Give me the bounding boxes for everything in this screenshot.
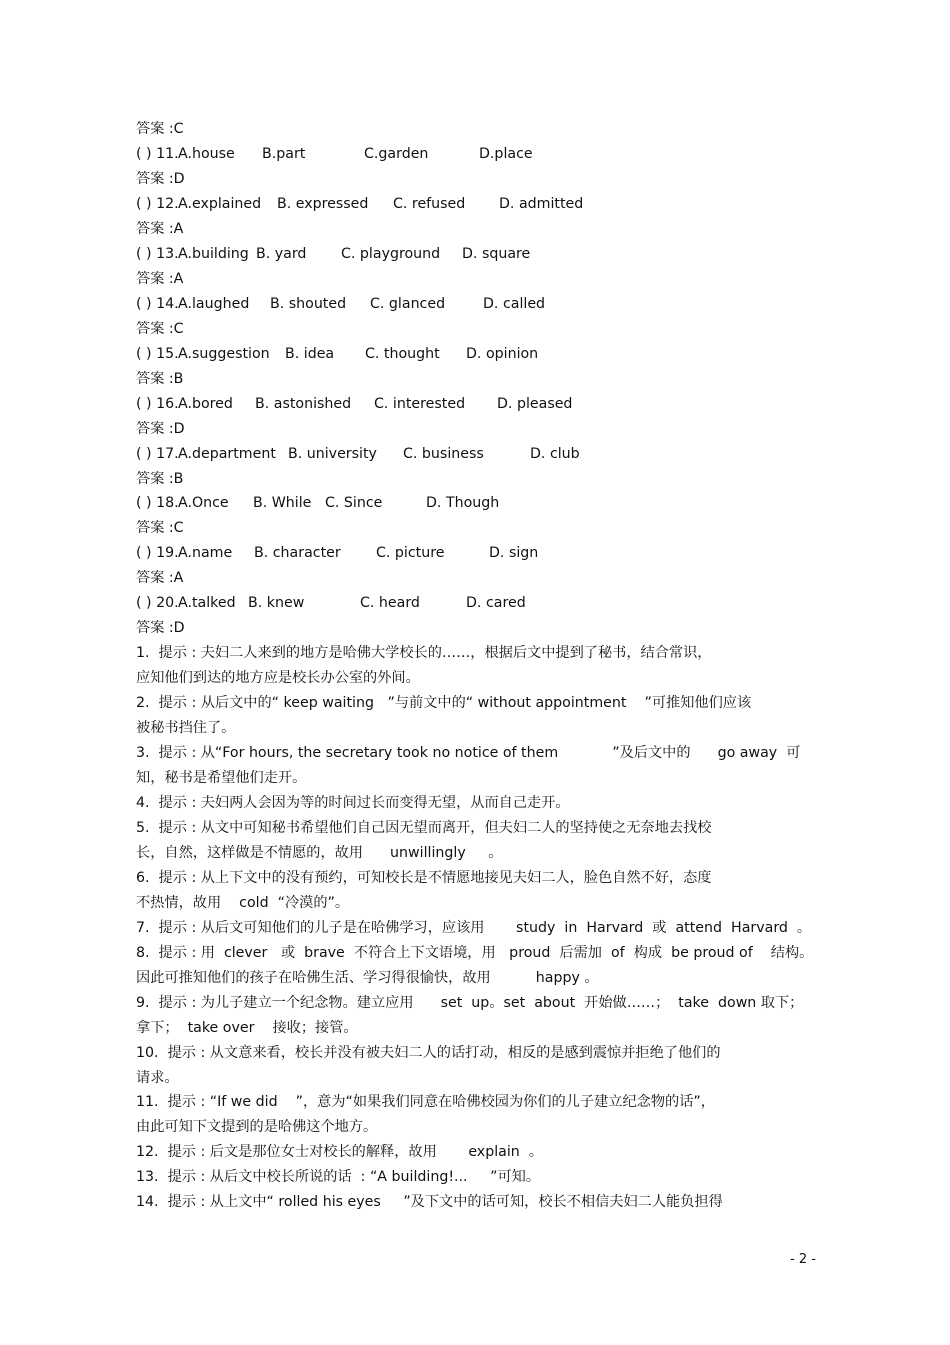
- answer-line: 答案 :C: [136, 321, 184, 337]
- answer-line: 答案 :A: [136, 570, 184, 586]
- question-14: [136, 294, 546, 314]
- option-a: A.suggestion: [178, 346, 270, 362]
- option-b: B. astonished: [255, 396, 352, 412]
- option-a: A.house: [178, 146, 235, 162]
- question-prefix: ( ) 17.: [136, 446, 179, 462]
- answer-line: 答案 :D: [136, 421, 185, 437]
- answer-line: 答案 :A: [136, 271, 184, 287]
- answer-line: 答案 :C: [136, 121, 184, 137]
- option-d: D. Though: [426, 495, 500, 511]
- option-c: C. glanced: [370, 296, 446, 312]
- option-b: B. university: [288, 446, 377, 462]
- answer-line: 答案 :D: [136, 620, 185, 636]
- question-20: [136, 593, 526, 613]
- option-b: B. knew: [248, 595, 305, 611]
- hint-line: 5. 提示 : 从文中可知秘书希望他们自己因无望而离开，但夫妇二人的坚持使之无奈地去找校: [136, 820, 712, 836]
- option-a: A.building: [178, 246, 249, 262]
- option-d: D. cared: [466, 595, 526, 611]
- option-c: C. interested: [374, 396, 466, 412]
- answer-line: 答案 :A: [136, 221, 184, 237]
- question-prefix: ( ) 13.: [136, 246, 179, 262]
- option-b: B. character: [254, 545, 341, 561]
- hint-line: 7. 提示 : 从后文可知他们的儿子是在哈佛学习，应该用 study in Harvard 或 attend Harvard 。: [136, 920, 812, 936]
- hint-line: 知，秘书是希望他们走开。: [136, 770, 307, 786]
- option-a: A.department: [178, 446, 276, 462]
- question-13: [136, 244, 531, 264]
- hint-line: 10. 提示 : 从文意来看，校长并没有被夫妇二人的话打动，相反的是感到震惊并拒绝了他们的: [136, 1045, 721, 1061]
- option-a: A.talked: [178, 595, 236, 611]
- option-d: D. admitted: [499, 196, 584, 212]
- hint-line: 11. 提示 : “If we did ”，意为“如果我们同意在哈佛校园为你们的儿子建立纪念物的话”，: [136, 1094, 715, 1110]
- question-prefix: ( ) 16.: [136, 396, 179, 412]
- answer-line: 答案 :D: [136, 171, 185, 187]
- hint-line: 被秘书挡住了。: [136, 720, 236, 736]
- question-prefix: ( ) 14.: [136, 296, 179, 312]
- question-19: [136, 543, 539, 563]
- option-c: C. Since: [325, 495, 383, 511]
- hint-line: 8. 提示 : 用 clever 或 brave 不符合上下文语境，用 proud 后需加 of 构成 be proud of 结构。: [136, 945, 814, 961]
- question-18: [136, 493, 500, 513]
- question-17: [136, 444, 580, 464]
- option-c: C.garden: [364, 146, 429, 162]
- option-c: C. playground: [341, 246, 441, 262]
- answer-line: 答案 :B: [136, 371, 184, 387]
- hint-line: 4. 提示 : 夫妇两人会因为等的时间过长而变得无望，从而自己走开。: [136, 795, 570, 811]
- option-d: D. sign: [489, 545, 539, 561]
- question-15: [136, 344, 539, 364]
- option-a: A.bored: [178, 396, 233, 412]
- option-c: C. refused: [393, 196, 466, 212]
- answer-line: 答案 :B: [136, 471, 184, 487]
- hint-line: 3. 提示 : 从“For hours, the secretary took no notice of them ”及后文中的 go away 可: [136, 745, 801, 761]
- option-d: D. square: [462, 246, 531, 262]
- option-b: B. While: [253, 495, 312, 511]
- question-prefix: ( ) 18.: [136, 495, 179, 511]
- option-a: A.name: [178, 545, 233, 561]
- hint-line: 因此可推知他们的孩子在哈佛生活、学习得很愉快，故用 happy 。: [136, 970, 599, 986]
- hint-line: 长，自然，这样做是不情愿的，故用 unwillingly 。: [136, 845, 503, 861]
- question-16: [136, 394, 573, 414]
- option-a: A.Once: [178, 495, 229, 511]
- option-c: C. thought: [365, 346, 440, 362]
- hint-line: 1. 提示 : 夫妇二人来到的地方是哈佛大学校长的……，根据后文中提到了秘书，结合常识，: [136, 645, 712, 661]
- question-prefix: ( ) 20.: [136, 595, 179, 611]
- option-d: D. club: [530, 446, 580, 462]
- question-prefix: ( ) 12.: [136, 196, 179, 212]
- option-a: A.laughed: [178, 296, 250, 312]
- option-c: C. heard: [360, 595, 420, 611]
- option-b: B. yard: [256, 246, 307, 262]
- answer-line: 答案 :C: [136, 520, 184, 536]
- hint-line: 由此可知下文提到的是哈佛这个地方。: [136, 1119, 378, 1135]
- hint-line: 拿下； take over 接收；接管。: [136, 1020, 358, 1036]
- page-number: - 2 -: [790, 1252, 816, 1267]
- option-d: D. opinion: [466, 346, 539, 362]
- option-d: D.place: [479, 146, 533, 162]
- option-a: A.explained: [178, 196, 262, 212]
- hint-line: 请求。: [136, 1070, 179, 1086]
- option-b: B. shouted: [270, 296, 347, 312]
- hint-line: 不热情，故用 cold “冷漠的”。: [136, 895, 350, 911]
- hint-line: 13. 提示 : 从后文中校长所说的话 : “A building!... ”可知。: [136, 1169, 541, 1185]
- hint-line: 9. 提示 : 为儿子建立一个纪念物。建立应用 set up。set about 开始做……； take down 取下；: [136, 995, 804, 1011]
- option-b: B. expressed: [277, 196, 369, 212]
- hint-line: 2. 提示 : 从后文中的“ keep waiting ”与前文中的“ without appointment ”可推知他们应该: [136, 695, 752, 711]
- option-b: B. idea: [285, 346, 335, 362]
- question-11: [136, 144, 533, 164]
- question-prefix: ( ) 15.: [136, 346, 179, 362]
- question-12: [136, 194, 584, 214]
- question-prefix: ( ) 19.: [136, 545, 179, 561]
- option-c: C. business: [403, 446, 484, 462]
- hint-line: 6. 提示 : 从上下文中的没有预约，可知校长是不情愿地接见夫妇二人，脸色自然不好，态度: [136, 870, 712, 886]
- hint-line: 应知他们到达的地方应是校长办公室的外间。: [136, 670, 420, 686]
- option-d: D. called: [483, 296, 546, 312]
- option-d: D. pleased: [497, 396, 573, 412]
- option-c: C. picture: [376, 545, 445, 561]
- option-b: B.part: [262, 146, 306, 162]
- question-prefix: ( ) 11.: [136, 146, 179, 162]
- hint-line: 14. 提示 : 从上文中“ rolled his eyes ”及下文中的话可知，校长不相信夫妇二人能负担得: [136, 1194, 723, 1210]
- hint-line: 12. 提示 : 后文是那位女士对校长的解释，故用 explain 。: [136, 1144, 543, 1160]
